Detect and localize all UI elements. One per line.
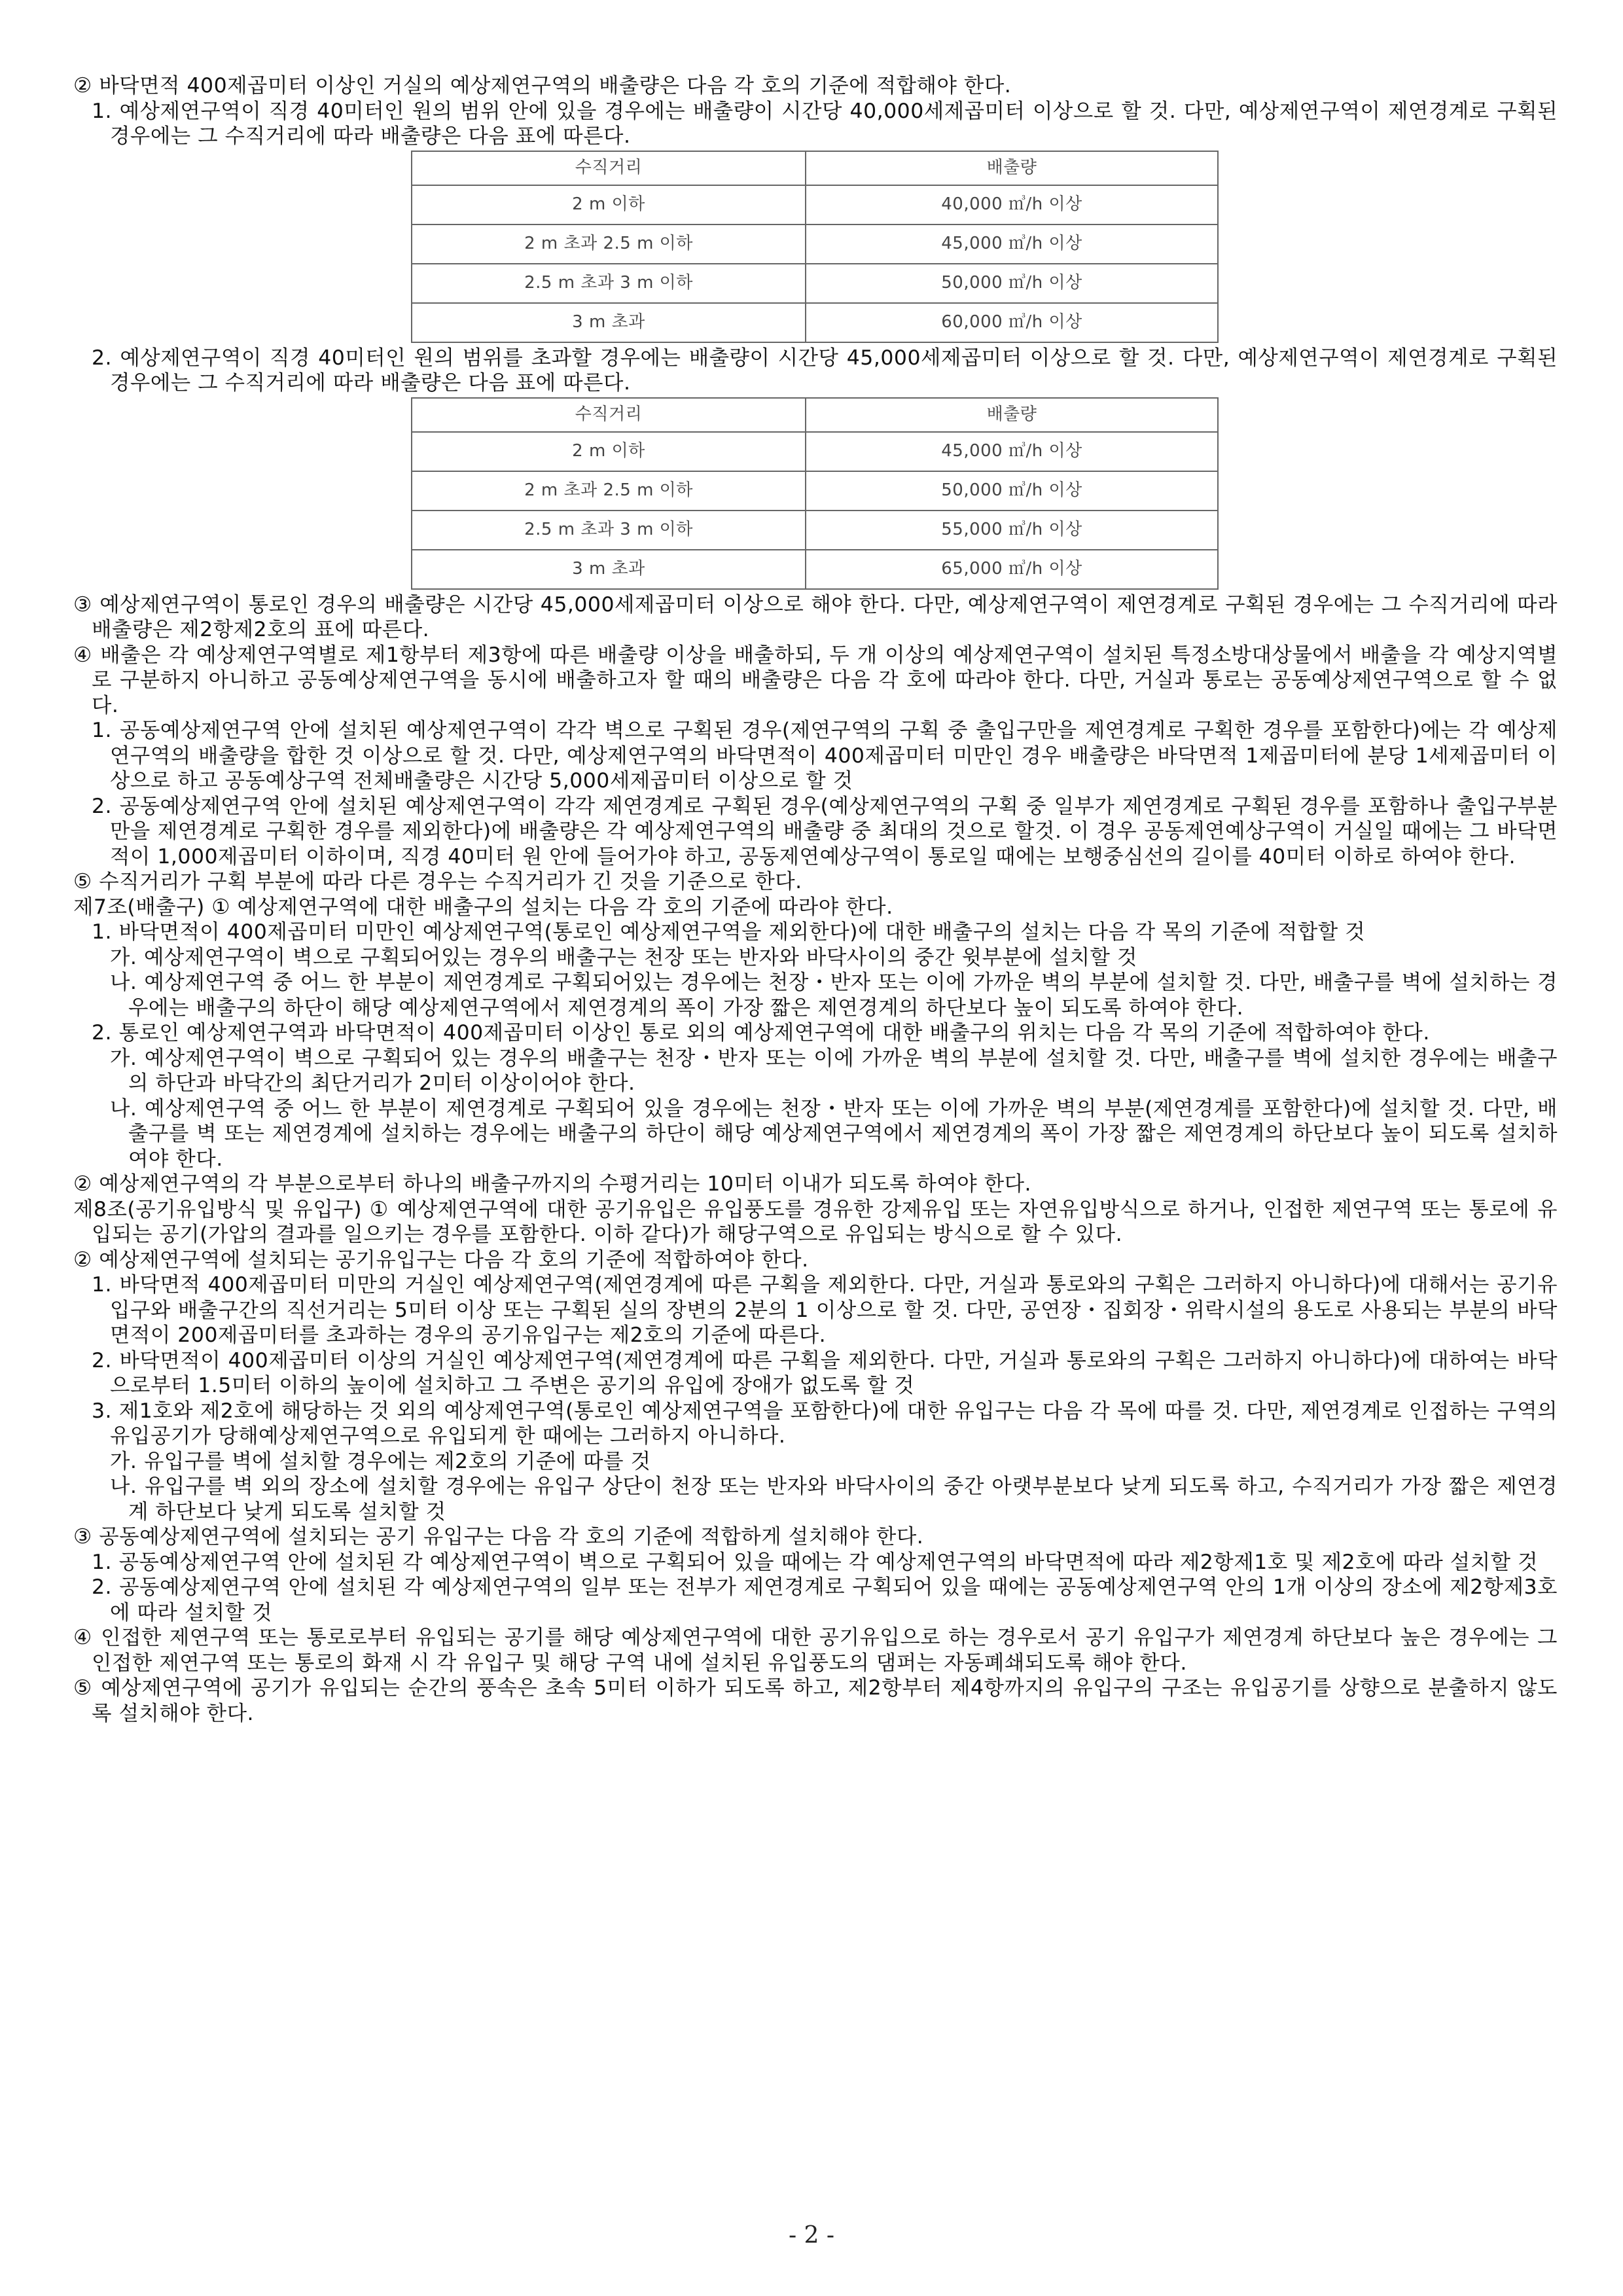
item-6-4-2: 2. 공동예상제연구역 안에 설치된 예상제연구역이 각각 제연경계로 구획된 경우(예상제연구역의 구획 중 일부가 제연경계로 구획된 경우를 포함하나 출입구부분만을 제연경계로 구획한 경우를 제외한다)에 배출량은 각 예상제연구역의 배출량 중 최대의 것으로 할것. 이 경우 공동제연예상구역이 거실일 때에는 그 바닥면적이 1,000제곱미터 이하이며, 직경 40미터 원 안에 들어가야 하고, 공동제연예상구역이 통로일 때에는 보행중심선의 길이를 40미터 이하로 하여야 한다. xyxy=(92,794,1558,869)
table1-cell: 3 m 초과 xyxy=(412,303,806,342)
subitem-8-2-3-ga: 가. 유입구를 벽에 설치할 경우에는 제2호의 기준에 따를 것 xyxy=(110,1449,651,1473)
paragraph-6-4: ④ 배출은 각 예상제연구역별로 제1항부터 제3항에 따른 배출량 이상을 배출하되, 두 개 이상의 예상제연구역이 설치된 특정소방대상물에서 배출을 각 예상지역별로 구분하지 아니하고 공동예상제연구역을 동시에 배출하고자 할 때의 배출량은 다음 각 호에 따라야 한다. 다만, 거실과 통로는 공동예상제연구역으로 할 수 없다. xyxy=(73,643,1558,717)
table1-cell: 2 m 이하 xyxy=(412,185,806,224)
exhaust-volume-table-1 xyxy=(411,151,1219,343)
paragraph-6-3: ③ 예상제연구역이 통로인 경우의 배출량은 시간당 45,000세제곱미터 이상으로 해야 한다. 다만, 예상제연구역이 제연경계로 구획된 경우에는 그 수직거리에 따라 배출량은 제2항제2호의 표에 따른다. xyxy=(73,592,1558,641)
table1-cell: 2.5 m 초과 3 m 이하 xyxy=(412,264,806,303)
item-8-3-2: 2. 공동예상제연구역 안에 설치된 각 예상제연구역의 일부 또는 전부가 제연경계로 구획되어 있을 때에는 공동예상제연구역 안의 1개 이상의 장소에 제2항제3호에 따라 설치할 것 xyxy=(92,1575,1558,1624)
table1-cell: 45,000 ㎥/h 이상 xyxy=(806,224,1218,264)
subitem-7-1-2-na: 나. 예상제연구역 중 어느 한 부분이 제연경계로 구획되어 있을 경우에는 천장・반자 또는 이에 가까운 벽의 부분(제연경계를 포함한다)에 설치할 것. 다만, 배출구를 벽 또는 제연경계에 설치하는 경우에는 배출구의 하단이 해당 예상제연구역에서 제연경계의 폭이 가장 짧은 제연경계의 하단보다 높이 되도록 설치하여야 한다. xyxy=(110,1096,1558,1171)
table2-cell: 2 m 초과 2.5 m 이하 xyxy=(412,471,806,511)
subitem-8-2-3-na: 나. 유입구를 벽 외의 장소에 설치할 경우에는 유입구 상단이 천장 또는 반자와 바닥사이의 중간 아랫부분보다 낮게 되도록 하고, 수직거리가 가장 짧은 제연경계 하단보다 낮게 되도록 설치할 것 xyxy=(110,1475,1558,1524)
table2-header-exhaust-volume: 배출량 xyxy=(806,398,1218,432)
subitem-7-1-1-ga: 가. 예상제연구역이 벽으로 구획되어있는 경우의 배출구는 천장 또는 반자와 바닥사이의 중간 윗부분에 설치할 것 xyxy=(110,945,1137,969)
document-body xyxy=(73,73,1558,1726)
paragraph-6-5: ⑤ 수직거리가 구획 부분에 따라 다른 경우는 수직거리가 긴 것을 기준으로 한다. xyxy=(73,870,802,893)
paragraph-7-2: ② 예상제연구역의 각 부분으로부터 하나의 배출구까지의 수평거리는 10미터 이내가 되도록 하여야 한다. xyxy=(73,1172,1032,1196)
item-6-2-1: 1. 예상제연구역이 직경 40미터인 원의 범위 안에 있을 경우에는 배출량이 시간당 40,000세제곱미터 이상으로 할 것. 다만, 예상제연구역이 제연경계로 구획된 경우에는 그 수직거리에 따라 배출량은 다음 표에 따른다. xyxy=(92,99,1558,148)
exhaust-volume-table-2 xyxy=(411,397,1219,590)
item-8-2-3: 3. 제1호와 제2호에 해당하는 것 외의 예상제연구역(통로인 예상제연구역을 포함한다)에 대한 유입구는 다음 각 목에 따를 것. 다만, 제연경계로 인접하는 구역의 유입공기가 당해예상제연구역으로 유입되게 한 때에는 그러하지 아니하다. xyxy=(92,1399,1558,1448)
table1-cell: 40,000 ㎥/h 이상 xyxy=(806,185,1218,224)
table2-header-vertical-distance: 수직거리 xyxy=(412,398,806,432)
table2-cell: 45,000 ㎥/h 이상 xyxy=(806,432,1218,471)
item-8-2-2: 2. 바닥면적이 400제곱미터 이상의 거실인 예상제연구역(제연경계에 따른 구획을 제외한다. 다만, 거실과 통로와의 구획은 그러하지 아니하다)에 대하여는 바닥으로부터 1.5미터 이하의 높이에 설치하고 그 주변은 공기의 유입에 장애가 없도록 할 것 xyxy=(92,1348,1558,1397)
table2-cell: 65,000 ㎥/h 이상 xyxy=(806,550,1218,589)
table1-cell: 60,000 ㎥/h 이상 xyxy=(806,303,1218,342)
page-number: - 2 - xyxy=(788,2222,835,2249)
item-8-2-1: 1. 바닥면적 400제곱미터 미만의 거실인 예상제연구역(제연경계에 따른 구획을 제외한다. 다만, 거실과 통로와의 구획은 그러하지 아니하다)에 대해서는 공기유입구와 배출구간의 직선거리는 5미터 이상 또는 구획된 실의 장변의 2분의 1 이상으로 할 것. 다만, 공연장・집회장・위락시설의 용도로 사용되는 부분의 바닥면적이 200제곱미터를 초과하는 경우의 공기유입구는 제2호의 기준에 따른다. xyxy=(92,1273,1558,1347)
table2-cell: 3 m 초과 xyxy=(412,550,806,589)
table1-header-exhaust-volume: 배출량 xyxy=(806,151,1218,185)
paragraph-8-5: ⑤ 예상제연구역에 공기가 유입되는 순간의 풍속은 초속 5미터 이하가 되도록 하고, 제2항부터 제4항까지의 유입구의 구조는 유입공기를 상향으로 분출하지 않도록 설치해야 한다. xyxy=(73,1676,1558,1725)
table2-cell: 2.5 m 초과 3 m 이하 xyxy=(412,511,806,550)
paragraph-8-3: ③ 공동예상제연구역에 설치되는 공기 유입구는 다음 각 호의 기준에 적합하게 설치해야 한다. xyxy=(73,1525,924,1549)
table2-cell: 50,000 ㎥/h 이상 xyxy=(806,471,1218,511)
item-6-2-2: 2. 예상제연구역이 직경 40미터인 원의 범위를 초과할 경우에는 배출량이 시간당 45,000세제곱미터 이상으로 할 것. 다만, 예상제연구역이 제연경계로 구획된 경우에는 그 수직거리에 따라 배출량은 다음 표에 따른다. xyxy=(92,346,1558,395)
item-8-3-1: 1. 공동예상제연구역 안에 설치된 각 예상제연구역이 벽으로 구획되어 있을 때에는 각 예상제연구역의 바닥면적에 따라 제2항제1호 및 제2호에 따라 설치할 것 xyxy=(92,1550,1539,1574)
paragraph-6-2: ② 바닥면적 400제곱미터 이상인 거실의 예상제연구역의 배출량은 다음 각 호의 기준에 적합해야 한다. xyxy=(73,74,1012,98)
table1-cell: 2 m 초과 2.5 m 이하 xyxy=(412,224,806,264)
article-8-heading: 제8조(공기유입방식 및 유입구) ① 예상제연구역에 대한 공기유입은 유입풍도를 경유한 강제유입 또는 자연유입방식으로 하거나, 인접한 제연구역 또는 통로에 유입되는 공기(가압의 결과를 일으키는 경우를 포함한다. 이하 같다)가 해당구역으로 유입되는 방식으로 할 수 있다. xyxy=(73,1197,1558,1246)
paragraph-8-4: ④ 인접한 제연구역 또는 통로로부터 유입되는 공기를 해당 예상제연구역에 대한 공기유입으로 하는 경우로서 공기 유입구가 제연경계 하단보다 높은 경우에는 그 인접한 제연구역 또는 통로의 화재 시 각 유입구 및 해당 구역 내에 설치된 유입풍도의 댐퍼는 자동폐쇄되도록 해야 한다. xyxy=(73,1626,1558,1675)
table1-cell: 50,000 ㎥/h 이상 xyxy=(806,264,1218,303)
item-7-1-2: 2. 통로인 예상제연구역과 바닥면적이 400제곱미터 이상인 통로 외의 예상제연구역에 대한 배출구의 위치는 다음 각 목의 기준에 적합하여야 한다. xyxy=(92,1021,1430,1045)
table2-cell: 2 m 이하 xyxy=(412,432,806,471)
article-7-heading: 제7조(배출구) ① 예상제연구역에 대한 배출구의 설치는 다음 각 호의 기준에 따라야 한다. xyxy=(73,895,893,919)
table1-header-vertical-distance: 수직거리 xyxy=(412,151,806,185)
paragraph-8-2: ② 예상제연구역에 설치되는 공기유입구는 다음 각 호의 기준에 적합하여야 한다. xyxy=(73,1247,809,1272)
subitem-7-1-1-na: 나. 예상제연구역 중 어느 한 부분이 제연경계로 구획되어있는 경우에는 천장・반자 또는 이에 가까운 벽의 부분에 설치할 것. 다만, 배출구를 벽에 설치하는 경우에는 배출구의 하단이 해당 예상제연구역에서 제연경계의 폭이 가장 짧은 제연경계의 하단보다 높이 되도록 하여야 한다. xyxy=(110,971,1558,1020)
table2-cell: 55,000 ㎥/h 이상 xyxy=(806,511,1218,550)
item-6-4-1: 1. 공동예상제연구역 안에 설치된 예상제연구역이 각각 벽으로 구획된 경우(제연구역의 구획 중 출입구만을 제연경계로 구획한 경우를 포함한다)에는 각 예상제연구역의 배출량을 합한 것 이상으로 할 것. 다만, 예상제연구역의 바닥면적이 400제곱미터 미만인 경우 배출량은 바닥면적 1제곱미터에 분당 1세제곱미터 이상으로 하고 공동예상구역 전체배출량은 시간당 5,000세제곱미터 이상으로 할 것 xyxy=(92,719,1558,793)
subitem-7-1-2-ga: 가. 예상제연구역이 벽으로 구획되어 있는 경우의 배출구는 천장・반자 또는 이에 가까운 벽의 부분에 설치할 것. 다만, 배출구를 벽에 설치한 경우에는 배출구의 하단과 바닥간의 최단거리가 2미터 이상이어야 한다. xyxy=(110,1046,1558,1095)
item-7-1-1: 1. 바닥면적이 400제곱미터 미만인 예상제연구역(통로인 예상제연구역을 제외한다)에 대한 배출구의 설치는 다음 각 목의 기준에 적합할 것 xyxy=(92,920,1366,944)
